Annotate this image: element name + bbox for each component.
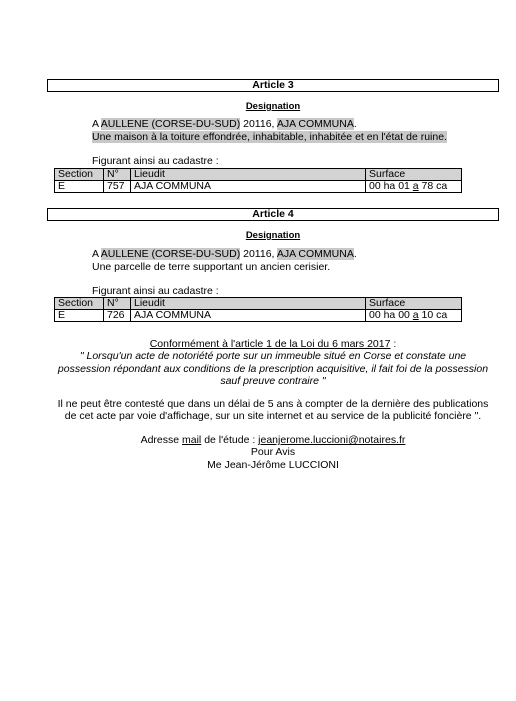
- location-prefix: A: [92, 248, 101, 260]
- article-4-location: [92, 248, 357, 260]
- surface-a: a: [412, 309, 419, 321]
- legal-quote-line-3: sauf preuve contraire ": [220, 375, 326, 387]
- legal-heading: [47, 338, 499, 350]
- article-3-description: Une maison à la toiture effondrée, inhabitable, inhabitée et en l'état de ruine.: [92, 131, 447, 143]
- header-section: Section: [55, 169, 104, 181]
- cell-surface: [366, 181, 462, 193]
- surface-post: 10 ca: [418, 309, 448, 321]
- contest-line-1: Il ne peut être contesté que dans un délai de 5 ans à compter de la dernière des publications: [57, 398, 489, 410]
- article-3-cadastre-intro: Figurant ainsi au cadastre :: [92, 155, 219, 167]
- header-numero: N°: [104, 298, 131, 310]
- pour-avis: Pour Avis: [250, 446, 296, 458]
- location-commune: AULLENE (CORSE-DU-SUD): [100, 118, 241, 130]
- article-4-description: Une parcelle de terre supportant un ancien cerisier.: [92, 261, 331, 273]
- adresse-mid: de l'étude :: [201, 434, 259, 446]
- table-row: [55, 181, 462, 193]
- contest-line-2: de cet acte par voie d'affichage, sur un site internet et au service de la publicité foncière ".: [64, 410, 482, 422]
- legal-quote-line-2: possession répondant aux conditions de la prescription acquisitive, il fait foi de la possession: [57, 363, 489, 375]
- article-4-cadastre-intro: Figurant ainsi au cadastre :: [92, 285, 219, 297]
- cell-section: E: [55, 310, 104, 322]
- email-link[interactable]: jeanjerome.luccioni@notaires.fr: [258, 434, 406, 446]
- table-header-row: [55, 169, 462, 181]
- location-lieu: AJA COMMUNA: [276, 118, 354, 130]
- header-surface: Surface: [366, 169, 462, 181]
- cell-numero: 757: [104, 181, 131, 193]
- signature: Me Jean-Jérôme LUCCIONI: [207, 459, 339, 471]
- location-lieu: AJA COMMUNA: [276, 248, 354, 260]
- cell-lieudit: AJA COMMUNA: [131, 310, 366, 322]
- location-end: .: [353, 118, 357, 130]
- location-sep: ,: [271, 248, 277, 260]
- cell-numero: 726: [104, 310, 131, 322]
- location-commune: AULLENE (CORSE-DU-SUD): [100, 248, 241, 260]
- location-prefix: A: [92, 118, 101, 130]
- header-lieudit: Lieudit: [131, 298, 366, 310]
- header-section: Section: [55, 298, 104, 310]
- header-numero: N°: [104, 169, 131, 181]
- header-surface: Surface: [366, 298, 462, 310]
- legal-heading-colon: :: [390, 338, 397, 350]
- table-header-row: [55, 298, 462, 310]
- adresse-line: [47, 434, 499, 446]
- article-3-location: [92, 118, 357, 130]
- table-row: [55, 310, 462, 322]
- surface-a: a: [412, 180, 419, 192]
- article-4-cadastre-table: [54, 297, 462, 322]
- surface-pre: 00 ha 01: [369, 180, 413, 192]
- article-4-designation: Designation: [245, 230, 301, 241]
- legal-heading-text: Conformément à l'article 1 de la Loi du 6 mars 2017: [149, 338, 391, 350]
- cell-section: E: [55, 181, 104, 193]
- surface-post: 78 ca: [418, 180, 448, 192]
- adresse-pre: Adresse: [140, 434, 183, 446]
- cell-surface: [366, 310, 462, 322]
- article-4-title: Article 4: [47, 208, 499, 221]
- legal-quote-line-1: " Lorsqu'un acte de notoriété porte sur un immeuble situé en Corse et constate une: [79, 350, 467, 362]
- article-3-cadastre-table: [54, 168, 462, 193]
- header-lieudit: Lieudit: [131, 169, 366, 181]
- article-3-title: Article 3: [47, 79, 499, 92]
- adresse-mail-word: mail: [182, 434, 202, 446]
- location-end: .: [353, 248, 357, 260]
- cell-lieudit: AJA COMMUNA: [131, 181, 366, 193]
- surface-pre: 00 ha 00: [369, 309, 413, 321]
- location-postcode: 20116: [240, 118, 272, 130]
- article-3-designation: Designation: [245, 101, 301, 112]
- location-postcode: 20116: [240, 248, 272, 260]
- location-sep: ,: [271, 118, 277, 130]
